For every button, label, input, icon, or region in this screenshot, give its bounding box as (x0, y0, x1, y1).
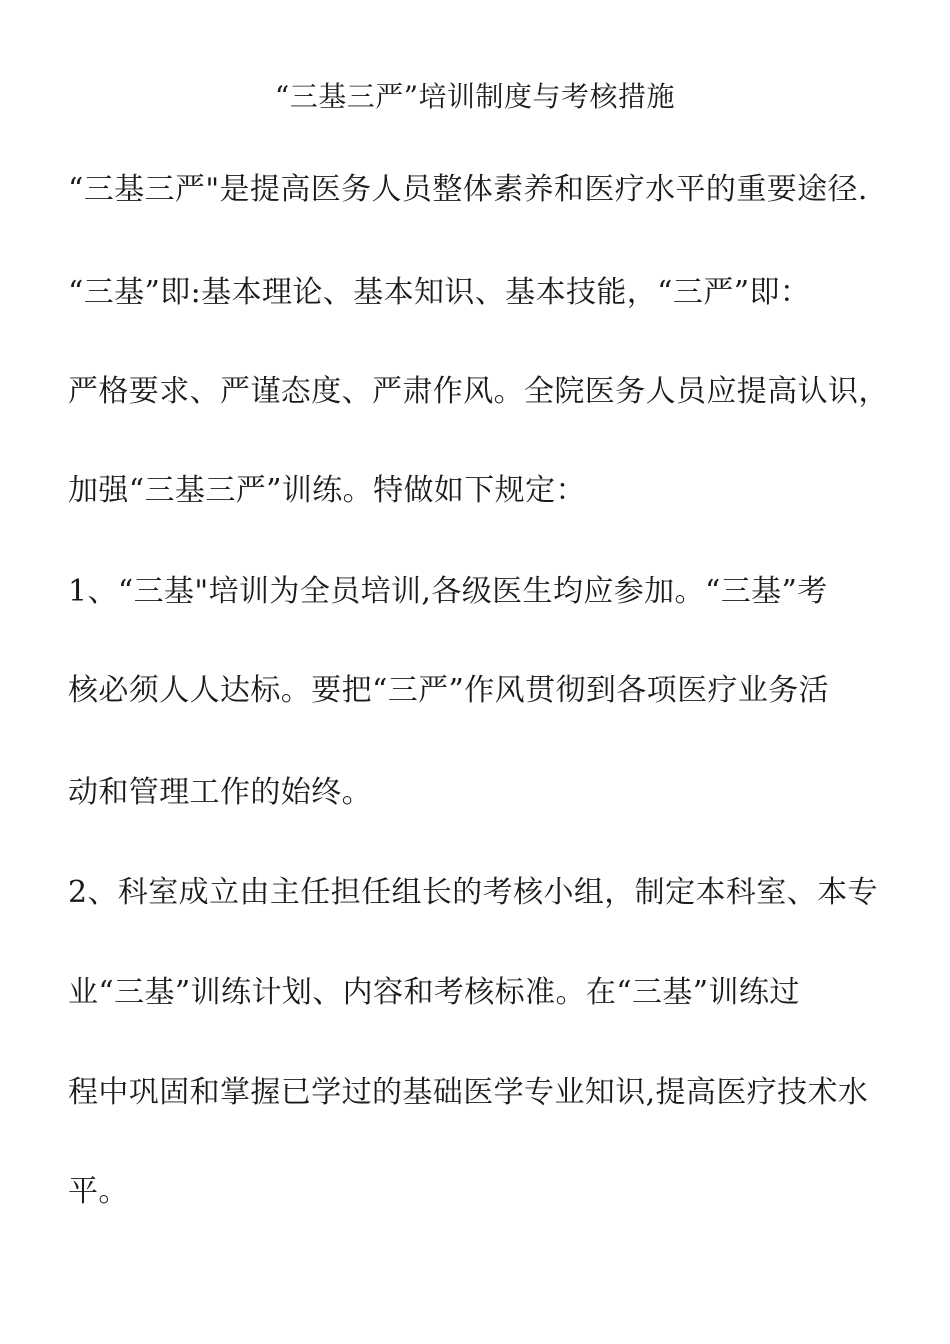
item-1-line-3: 动和管理工作的始终。 (68, 775, 372, 810)
item-1-line-2: 核必须人人达标。要把“三严”作风贯彻到各项医疗业务活 (68, 673, 830, 708)
body-line-2: “三基”即:基本理论、基本知识、基本技能，“三严”即： (68, 275, 811, 310)
item-2-line-3: 程中巩固和掌握已学过的基础医学专业知识,提高医疗技术水 (68, 1075, 869, 1110)
item-2-line-4: 平。 (68, 1174, 129, 1209)
body-line-3: 严格要求、严谨态度、严肃作风。全院医务人员应提高认识， (68, 374, 889, 409)
document-title: “三基三严”培训制度与考核措施 (274, 80, 676, 113)
body-line-4: 加强“三基三严”训练。特做如下规定： (68, 473, 586, 508)
item-2-line-2: 业“三基”训练计划、内容和考核标准。在“三基”训练过 (68, 975, 800, 1010)
body-line-1: “三基三严"是提高医务人员整体素养和医疗水平的重要途径. (68, 172, 868, 207)
item-1-line-1: 1、“三基"培训为全员培训,各级医生均应参加。“三基”考 (68, 574, 828, 609)
item-2-line-1: 2、科室成立由主任担任组长的考核小组，制定本科室、本专 (68, 875, 878, 910)
